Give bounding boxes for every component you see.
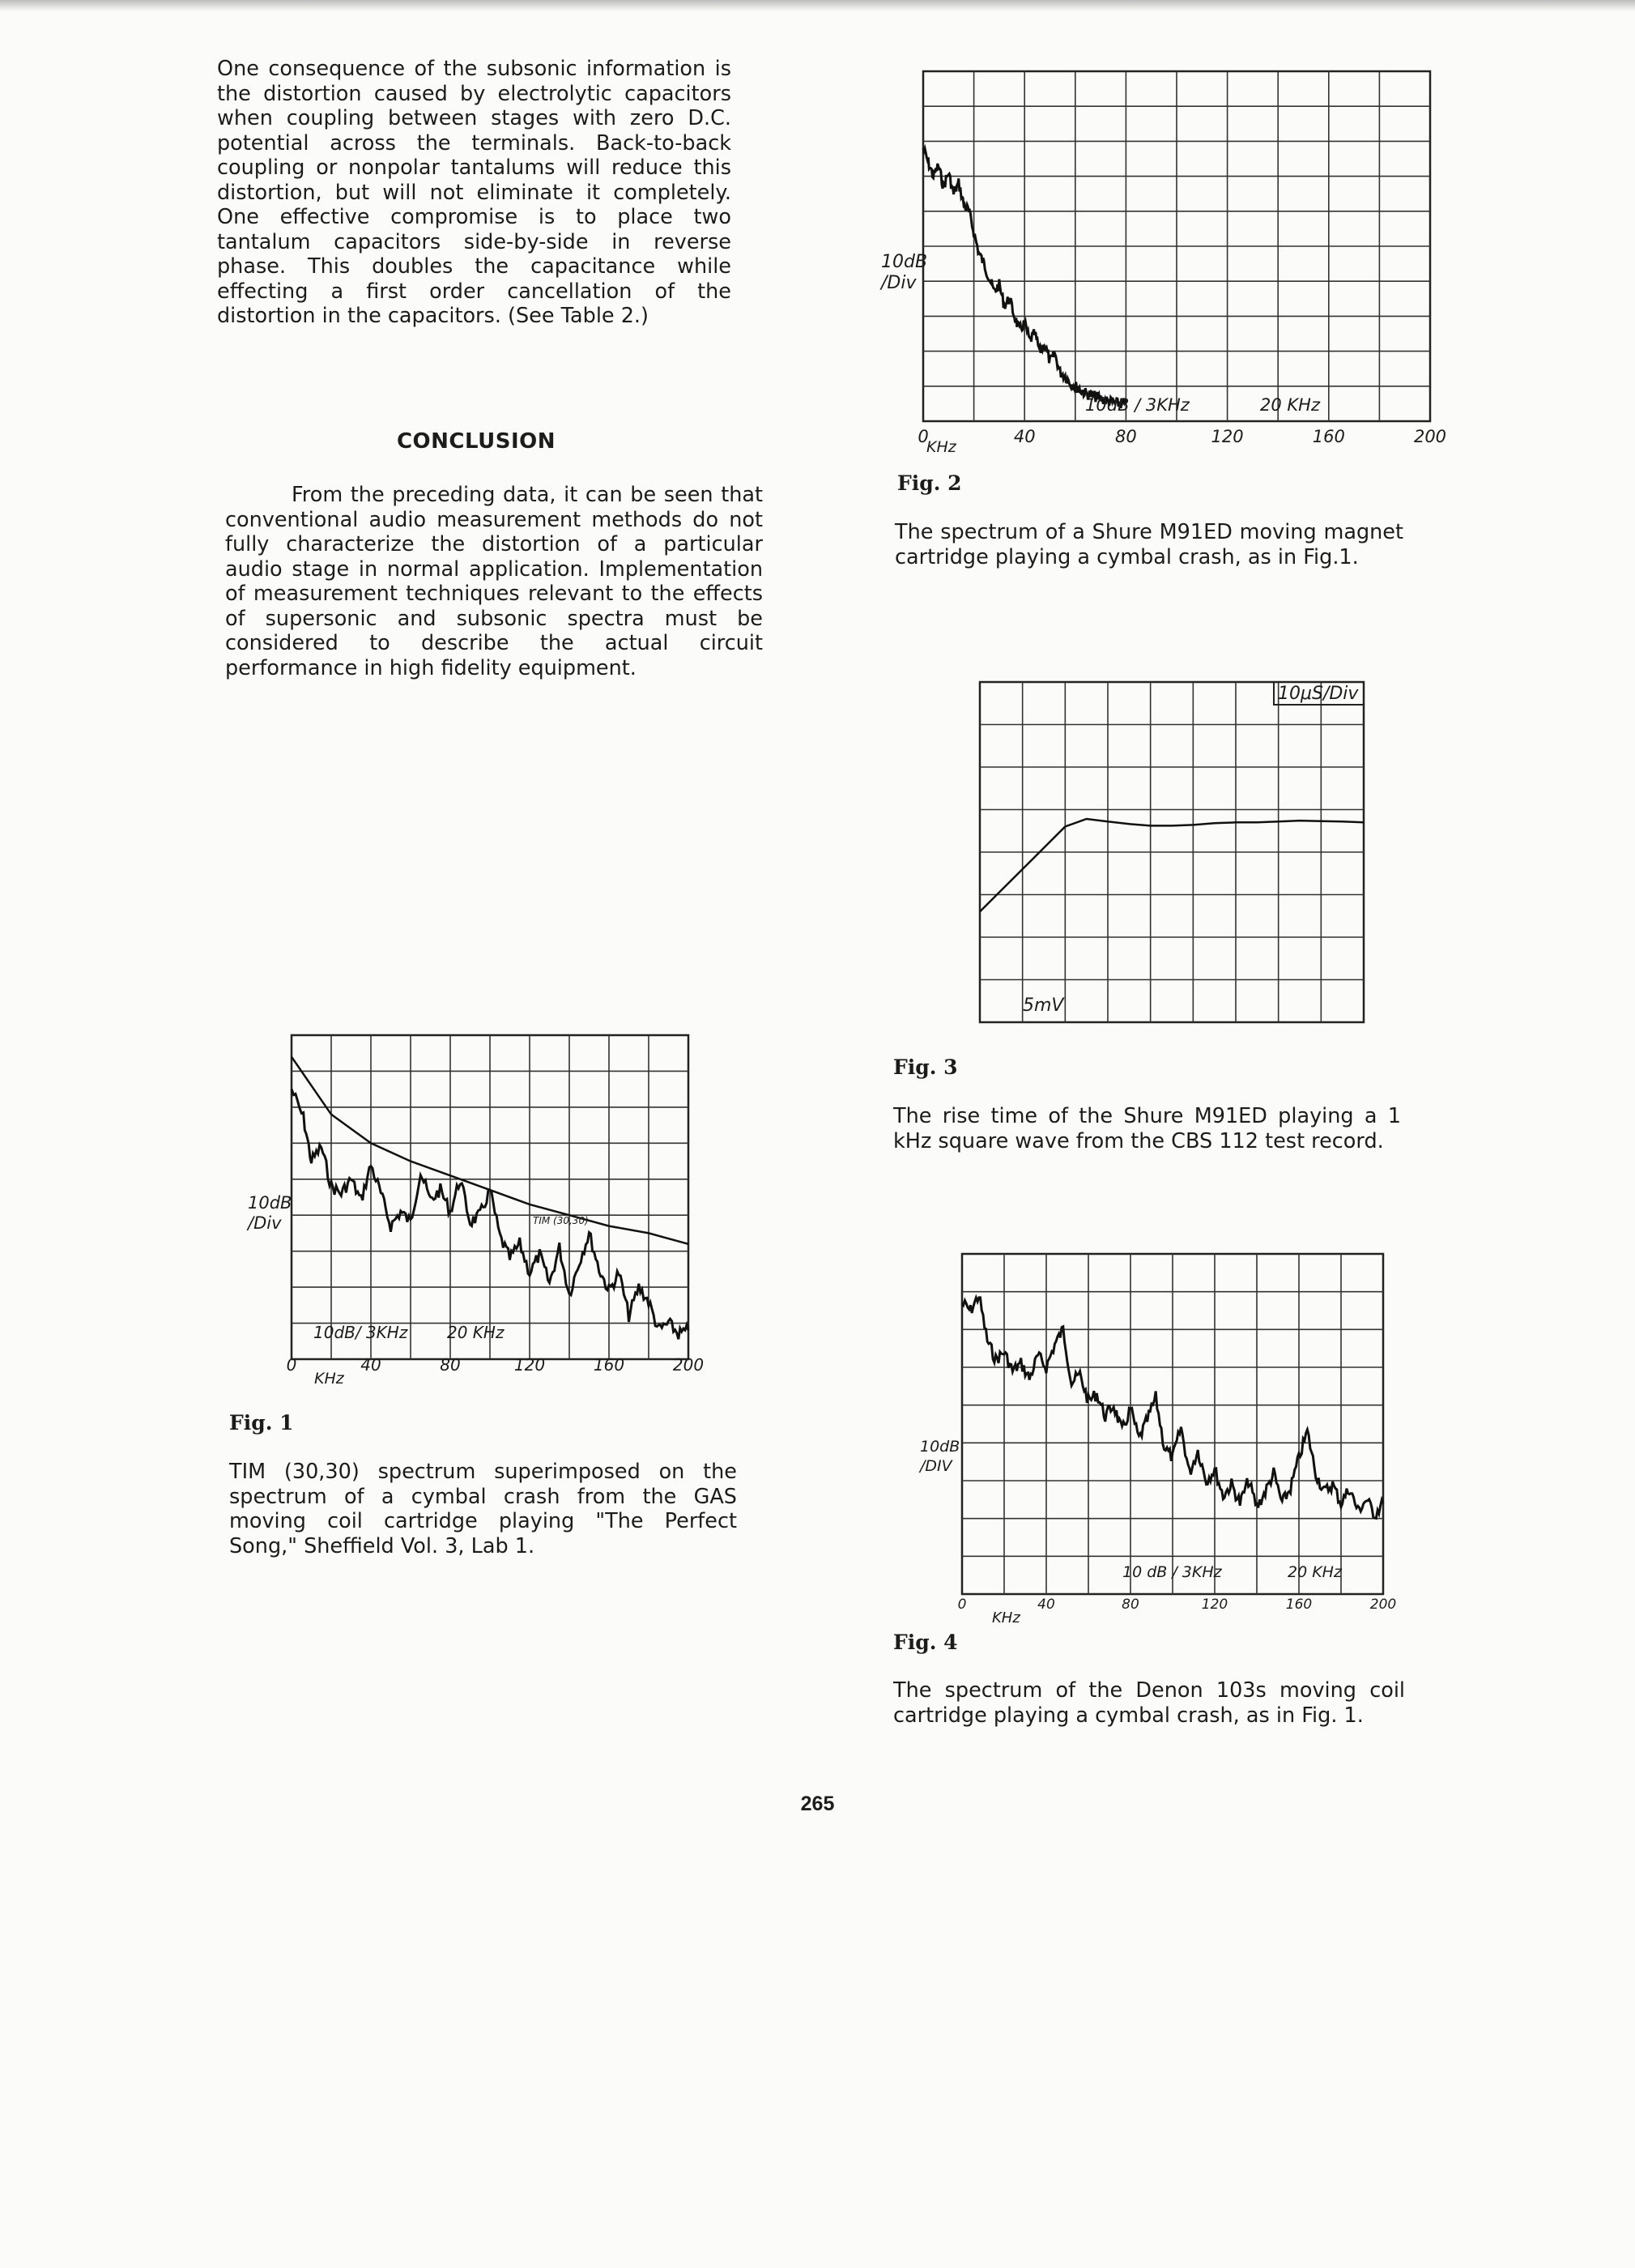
fig2-x-unit: KHz [926, 438, 956, 456]
fig1-x-tick-label: 160 [593, 1355, 625, 1375]
fig4-label: Fig. 4 [893, 1631, 958, 1654]
fig1-x-unit: KHz [314, 1370, 344, 1388]
fig3-rise-trace [980, 819, 1364, 912]
figure-1-chart [243, 1029, 713, 1401]
figure-2-chart [875, 65, 1635, 486]
fig2-x-tick-label: 80 [1115, 427, 1137, 446]
fig1-x-tick-label: 80 [440, 1355, 461, 1375]
fig1-label: Fig. 1 [229, 1411, 294, 1435]
paragraph-capacitor-distortion: One consequence of the subsonic information is the distortion caused by electrolytic capacitors when coupling between stages with zero D.C. potential across the terminals. Back-to-back coupling or nonpolar tantalums will reduce this distortion, but will not eliminate it completely. One effective compromise is to place two tantalum capacitors side-by-side in reverse phase. This doubles the capacitance while effecting a first order cancellation of the distortion in the capacitors. (See Table 2.) [217, 57, 731, 328]
fig1-y-scale [246, 1193, 292, 1233]
fig4-x-tick-label: 200 [1369, 1597, 1397, 1613]
fig2-box-10db-3khz: 10dB / 3KHz [1085, 395, 1190, 415]
fig1-y-scale-line2: /Div [248, 1213, 282, 1233]
fig2-x-ticks [918, 427, 1446, 446]
fig4-box-10db-3khz: 10 dB / 3KHz [1122, 1563, 1222, 1581]
fig4-x-tick-label: 0 [957, 1597, 967, 1613]
scan-edge-shadow [0, 0, 1635, 11]
fig2-box-20khz: 20 KHz [1260, 395, 1320, 415]
fig1-y-scale-line1: 10dB [248, 1193, 292, 1213]
fig1-x-tick-label: 40 [360, 1355, 381, 1375]
fig2-grid [923, 71, 1430, 421]
fig2-y-scale-line1: 10dB [881, 252, 928, 272]
fig1-tim-label: TIM (30,30) [533, 1215, 589, 1226]
fig1-box-20khz: 20 KHz [447, 1323, 505, 1342]
fig1-x-tick-label: 0 [286, 1355, 297, 1375]
fig2-caption: The spectrum of a Shure M91ED moving magnet cartridge playing a cymbal crash, as in Fig.1. [895, 520, 1403, 569]
fig2-x-tick-label: 40 [1013, 427, 1036, 446]
conclusion-paragraph: From the preceding data, it can be seen that conventional audio measurement methods do not fully characterize the distortion of a particular audio stage in normal application. Implementation of measurement techniques relevant to the effects of supersonic and subsonic spectra must be considered to describe the actual circuit performance in high fidelity equipment. [225, 483, 763, 680]
fig1-caption: TIM (30,30) spectrum superimposed on the spectrum of a cymbal crash from the GAS moving coil cartridge playing "The Perfect Song," Sheffield Vol. 3, Lab 1. [229, 1460, 737, 1558]
fig4-caption: The spectrum of the Denon 103s moving coil cartridge playing a cymbal crash, as in Fig. 1. [893, 1678, 1405, 1728]
fig4-y-scale-line2: /DIV [920, 1457, 952, 1475]
fig3-time-scale: 10μS/Div [1278, 684, 1359, 704]
fig1-x-tick-label: 120 [513, 1355, 546, 1375]
fig4-y-scale-line1: 10dB [920, 1438, 960, 1456]
fig4-grid [962, 1254, 1383, 1594]
fig4-x-ticks [958, 1597, 1397, 1613]
fig1-box-10db-3khz: 10dB/ 3KHz [313, 1323, 408, 1342]
fig2-y-scale-line2: /Div [881, 273, 917, 293]
fig4-y-scale [918, 1438, 960, 1475]
fig3-grid [980, 682, 1364, 1022]
fig3-label: Fig. 3 [893, 1055, 958, 1079]
fig4-x-tick-label: 80 [1122, 1597, 1139, 1613]
fig2-x-tick-label: 0 [918, 427, 929, 446]
figure-3-chart [956, 672, 1377, 1045]
fig4-x-tick-label: 40 [1037, 1597, 1055, 1613]
fig2-x-tick-label: 200 [1413, 427, 1447, 446]
conclusion-heading: CONCLUSION [396, 429, 556, 454]
figure-4-chart [891, 1247, 1409, 1628]
fig4-x-tick-label: 160 [1285, 1597, 1313, 1613]
fig2-x-tick-label: 120 [1211, 427, 1244, 446]
fig3-caption: The rise time of the Shure M91ED playing a 1 kHz square wave from the CBS 112 test record. [893, 1104, 1401, 1153]
fig2-x-tick-label: 160 [1312, 427, 1345, 446]
fig3-volt-scale: 5mV [1023, 995, 1064, 1016]
fig1-x-ticks [287, 1355, 704, 1375]
fig2-label: Fig. 2 [897, 471, 962, 495]
fig2-y-scale [879, 252, 927, 293]
page-number: 265 [800, 1793, 835, 1815]
fig1-x-tick-label: 200 [672, 1355, 705, 1375]
fig4-x-tick-label: 120 [1201, 1597, 1228, 1613]
fig4-box-20khz: 20 KHz [1288, 1563, 1342, 1581]
fig4-x-unit: KHz [992, 1609, 1020, 1626]
